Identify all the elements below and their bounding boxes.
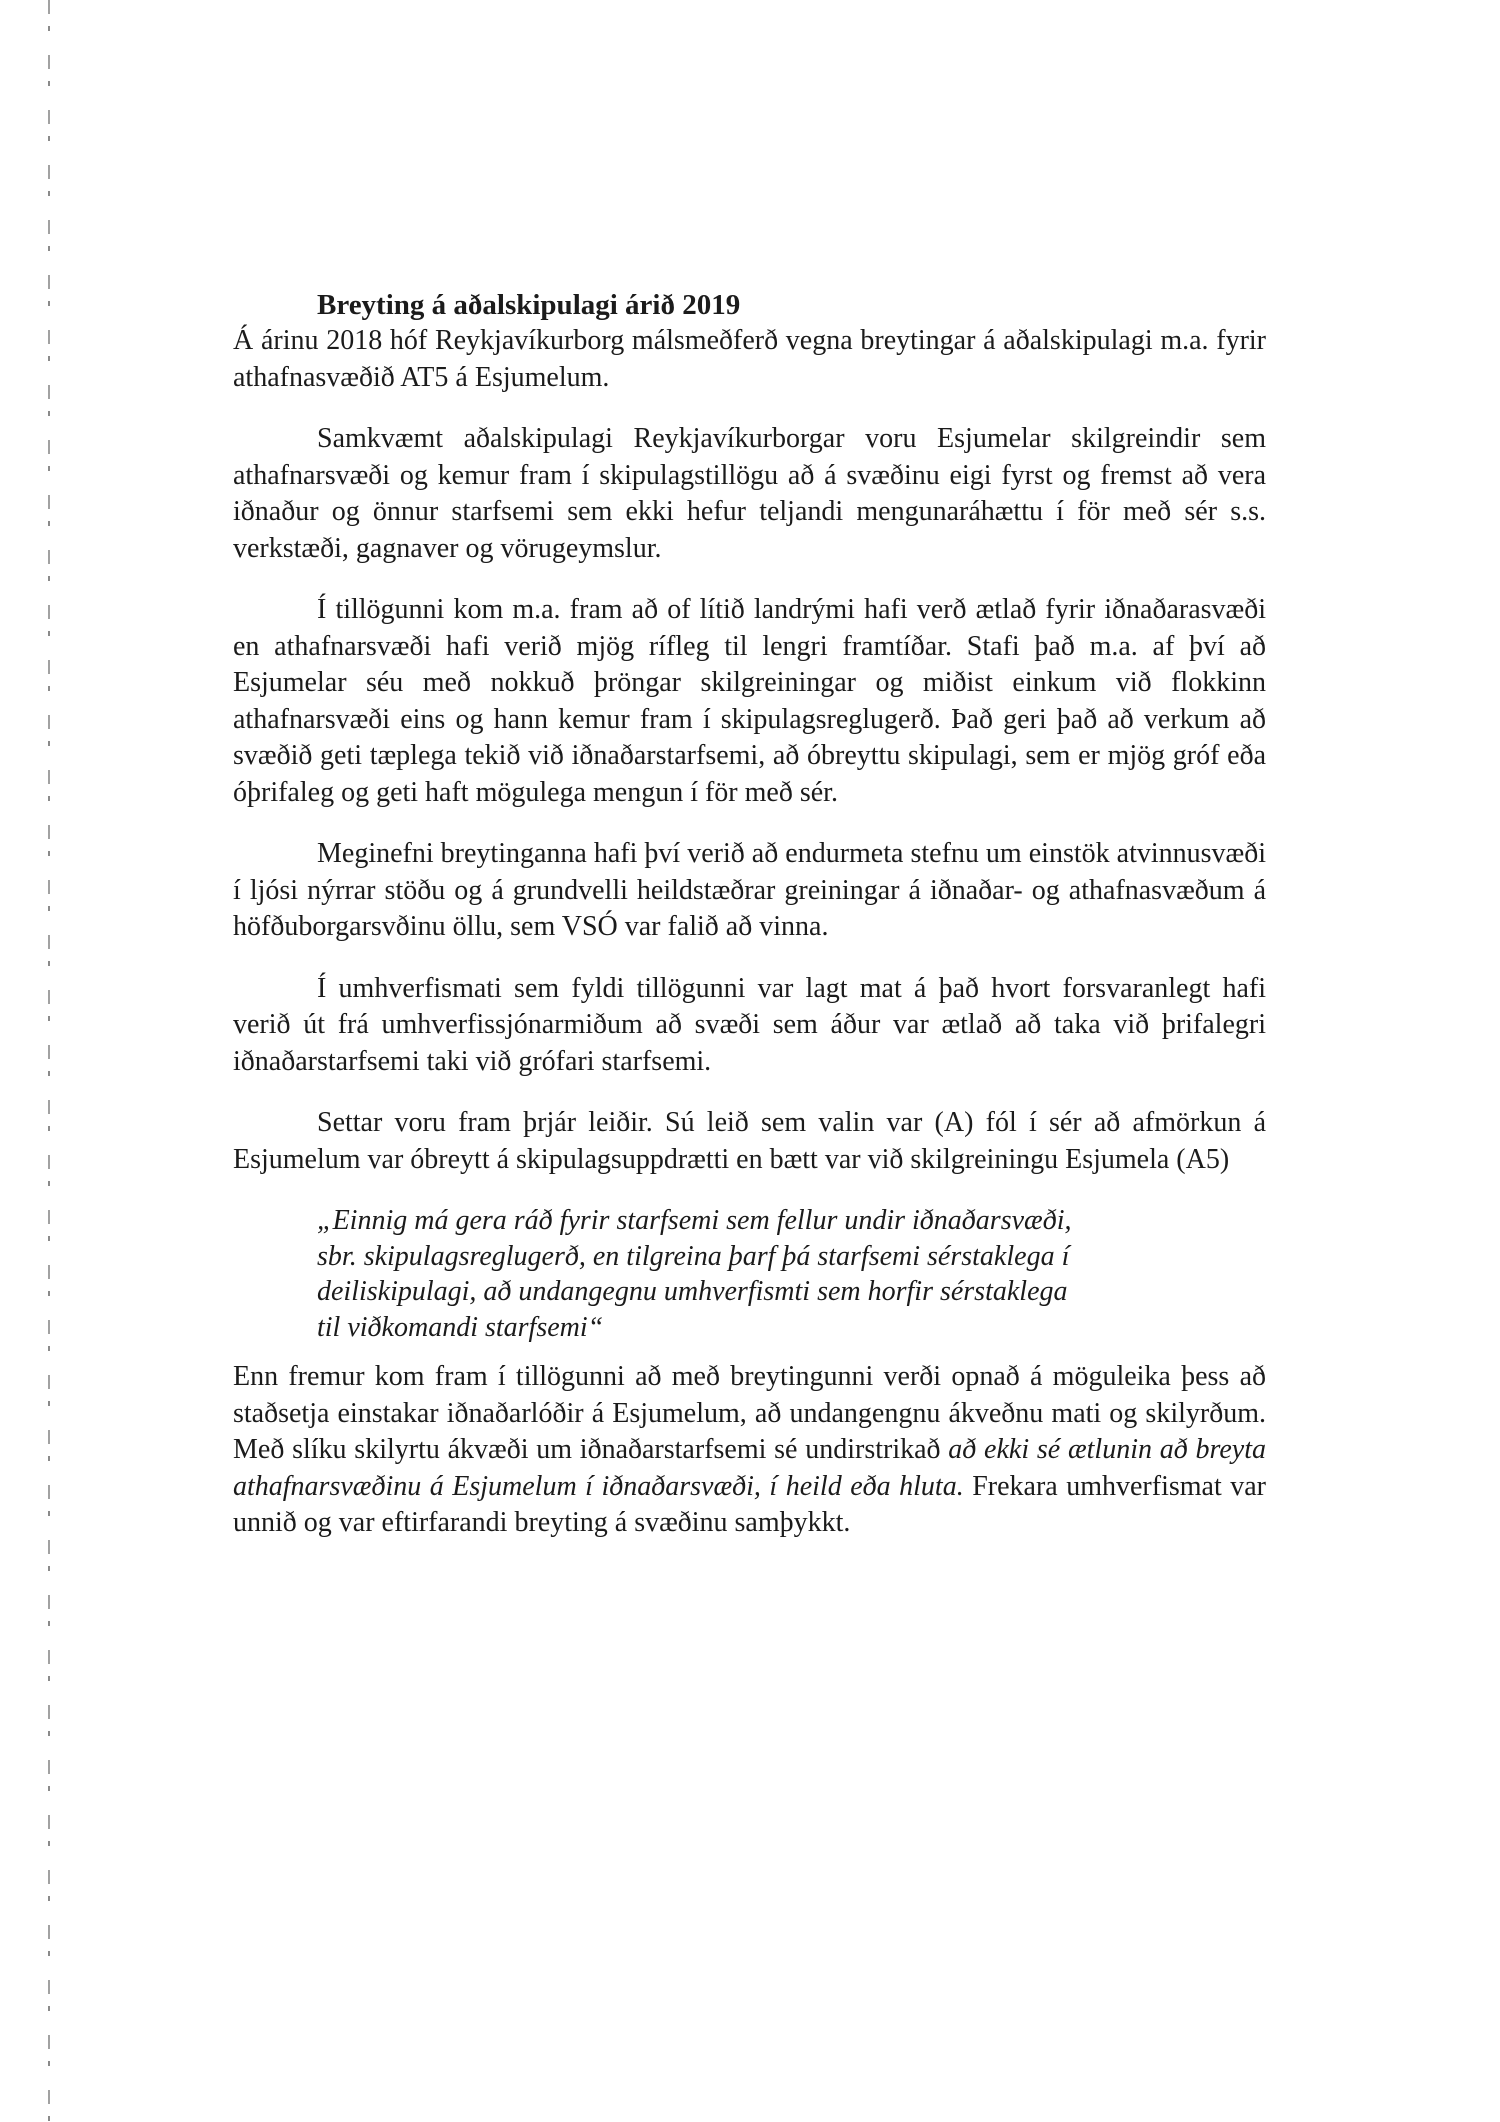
quote-line: sbr. skipulagsreglugerð, en tilgreina þarf þá starfsemi sérstaklega í [317, 1240, 1070, 1272]
conclusion-text: Enn fremur kom fram í tillögunni að með breytingunni verði opnað á möguleika þess að staðsetja einstakar iðnaðarlóðir á Esjumelum, að undangengnu ákveðnu mati og skilyrðum. Með slíku skilyrtu ákvæði um iðnaðarstarfsemi sé undirstrikað [233, 1361, 1266, 1465]
section-heading: Breyting á aðalskipulagi árið 2019 [317, 289, 741, 321]
quote-line: deiliskipulagi, að undangegnu umhverfismti sem horfir sérstaklega [317, 1276, 1068, 1307]
conclusion-italic-text: að ekki sé ætlunin að breyta athafnarsvæðinu á Esjumelum í iðnaðarsvæði, í heild eða hluta. [233, 1434, 1266, 1502]
conclusion-tail-text: Frekara umhverfismat var unnið og var eftirfarandi breyting á svæðinu samþykkt. [233, 1470, 1266, 1538]
quote-line: til viðkomandi starfsemi“ [317, 1311, 604, 1343]
paragraph-environmental-assessment: Í umhverfismati sem fyldi tillögunni var lagt mat á það hvort forsvaranlegt hafi verið út frá umhverfissjónarmiðum að svæði sem áður var ætlað að taka við þrifalegri iðnaðarstarfsemi taki við grófari starfsemi. [233, 972, 1266, 1077]
paragraph-proposal: Í tillögunni kom m.a. fram að of lítið landrými hafi verð ætlað fyrir iðnaðarasvæði en athafnarsvæði hafi verið mjög rífleg til lengri framtíðar. Stafi það m.a. af því að Esjumelar séu með nokkuð þröngar skilgreiningar og miðist einkum við flokkinn athafnarsvæði eins og hann kemur fram í skipulagsreglugerð. Það geri það að verkum að svæðið geti tæplega tekið við iðnaðarstarfsemi, að óbreyttu skipulagi, sem er mjög gróf eða óþrifaleg og geti haft mögulega mengun í för með sér. [233, 594, 1266, 808]
paragraph-conclusion [233, 1359, 1266, 1542]
quote-line: „Einnig má gera ráð fyrir starfsemi sem fellur undir iðnaðarsvæði, [317, 1205, 1072, 1236]
paragraph-definition: Samkvæmt aðalskipulagi Reykjavíkurborgar voru Esjumelar skilgreindir sem athafnarsvæði og kemur fram í skipulagstillögu að á svæðinu eigi fyrst og fremst að vera iðnaður og önnur starfsemi sem ekki hefur teljandi mengunaráhættu í för með sér s.s. verkstæði, gagnaver og vörugeymslur. [233, 423, 1266, 564]
paragraph-intro: Á árinu 2018 hóf Reykjavíkurborg málsmeðferð vegna breytingar á aðalskipulagi m.a. fyrir athafnasvæðið AT5 á Esjumelum. [233, 325, 1266, 393]
paragraph-options: Settar voru fram þrjár leiðir. Sú leið sem valin var (A) fól í sér að afmörkun á Esjumelum var óbreytt á skipulagsuppdrætti en bætt var við skilgreiningu Esjumela (A5) [233, 1107, 1266, 1175]
document-body [233, 287, 1266, 1567]
paragraph-main-content: Meginefni breytinganna hafi því verið að endurmeta stefnu um einstök atvinnusvæði í ljósi nýrrar stöðu og á grundvelli heildstæðrar greiningar á iðnaðar- og athafnasvæðum á höfðuborgarsvðinu öllu, sem VSÓ var falið að vinna. [233, 838, 1266, 942]
block-quote [317, 1203, 1177, 1345]
scan-margin-edge [48, 0, 50, 2122]
